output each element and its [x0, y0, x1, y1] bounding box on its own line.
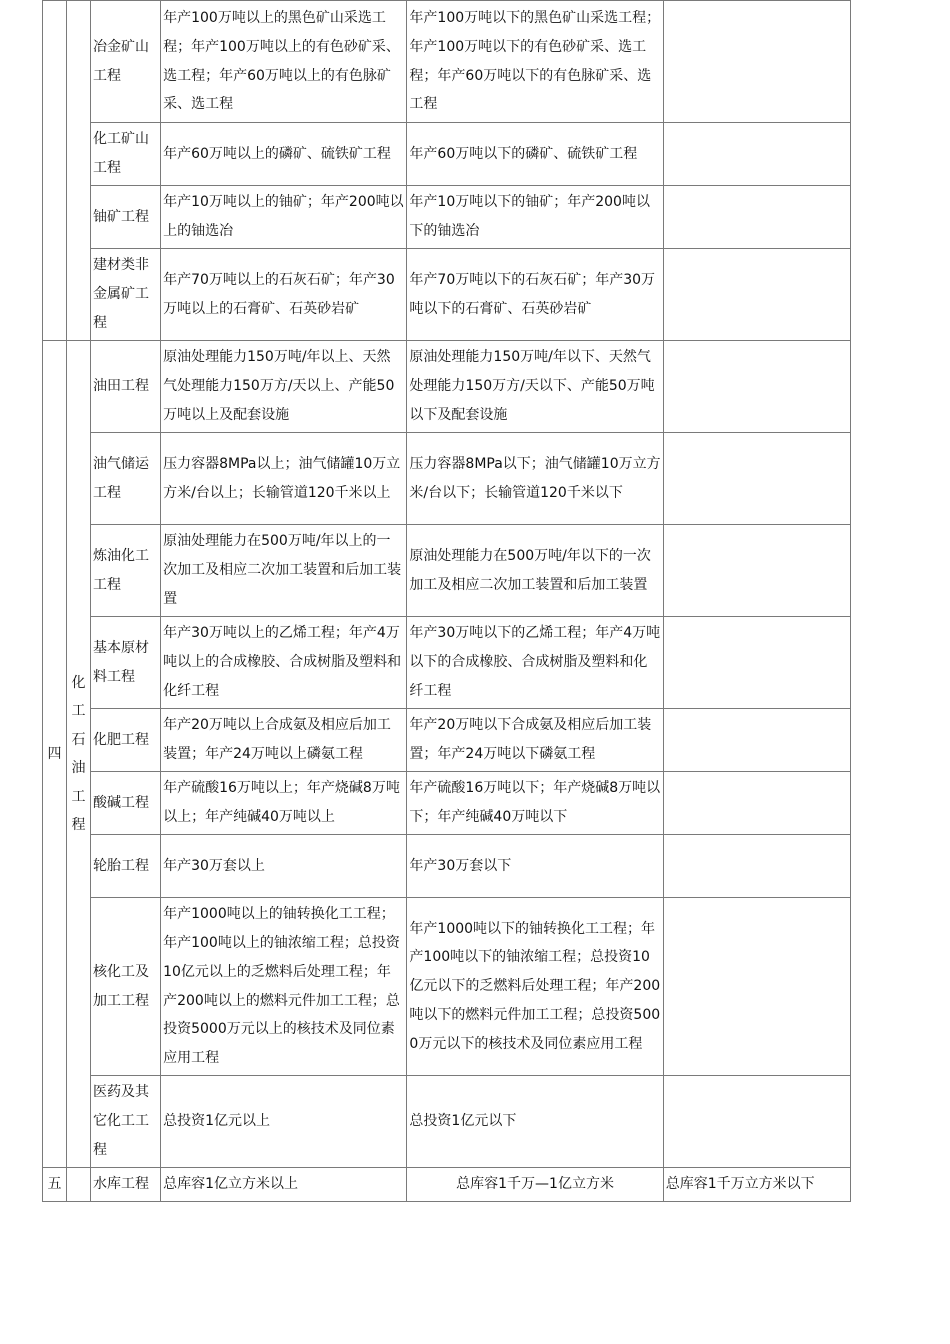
- medium-scale-criteria: 年产60万吨以下的磷矿、硫铁矿工程: [407, 123, 663, 186]
- medium-scale-criteria: 年产70万吨以下的石灰石矿；年产30万吨以下的石膏矿、石英砂岩矿: [407, 249, 663, 341]
- table-row: [43, 1168, 851, 1202]
- small-scale-criteria: [663, 525, 850, 617]
- project-name: 油田工程: [91, 341, 161, 433]
- small-scale-criteria: [663, 898, 850, 1076]
- medium-scale-criteria: 年产30万套以下: [407, 835, 663, 898]
- large-scale-criteria: 年产10万吨以上的铀矿；年产200吨以上的铀选冶: [161, 186, 407, 249]
- small-scale-criteria: [663, 772, 850, 835]
- large-scale-criteria: 总库容1亿立方米以上: [161, 1168, 407, 1202]
- section-number: 五: [43, 1168, 67, 1202]
- small-scale-criteria: [663, 617, 850, 709]
- large-scale-criteria: 年产30万吨以上的乙烯工程；年产4万吨以上的合成橡胶、合成树脂及塑料和化纤工程: [161, 617, 407, 709]
- project-name: 酸碱工程: [91, 772, 161, 835]
- medium-scale-criteria: 年产1000吨以下的铀转换化工工程；年产100吨以下的铀浓缩工程；总投资10亿元以下的乏燃料后处理工程；年产200吨以下的燃料元件加工工程；总投资5000万元以下的核技术及同位素应用工程: [407, 898, 663, 1076]
- large-scale-criteria: 年产1000吨以上的铀转换化工工程；年产100吨以上的铀浓缩工程；总投资10亿元以上的乏燃料后处理工程；年产200吨以上的燃料元件加工工程；总投资5000万元以上的核技术及同位素应用工程: [161, 898, 407, 1076]
- project-name: 化肥工程: [91, 709, 161, 772]
- small-scale-criteria: [663, 433, 850, 525]
- section-number-cell: [43, 1, 67, 341]
- large-scale-criteria: 压力容器8MPa以上；油气储罐10万立方米/台以上；长输管道120千米以上: [161, 433, 407, 525]
- project-name: 轮胎工程: [91, 835, 161, 898]
- medium-scale-criteria: 年产20万吨以下合成氨及相应后加工装置；年产24万吨以下磷氨工程: [407, 709, 663, 772]
- large-scale-criteria: 年产100万吨以上的黑色矿山采选工程；年产100万吨以上的有色砂矿采、选工程；年产60万吨以上的有色脉矿采、选工程: [161, 1, 407, 123]
- small-scale-criteria: [663, 835, 850, 898]
- project-name: 炼油化工工程: [91, 525, 161, 617]
- table-row: [43, 249, 851, 341]
- large-scale-criteria: 原油处理能力在500万吨/年以上的一次加工及相应二次加工装置和后加工装置: [161, 525, 407, 617]
- medium-scale-criteria: 年产10万吨以下的铀矿；年产200吨以下的铀选冶: [407, 186, 663, 249]
- table-row: [43, 186, 851, 249]
- section-number: 四: [43, 341, 67, 1168]
- large-scale-criteria: 年产70万吨以上的石灰石矿；年产30万吨以上的石膏矿、石英砂岩矿: [161, 249, 407, 341]
- medium-scale-criteria: 压力容器8MPa以下；油气储罐10万立方米/台以下；长输管道120千米以下: [407, 433, 663, 525]
- medium-scale-criteria: 原油处理能力在500万吨/年以下的一次加工及相应二次加工装置和后加工装置: [407, 525, 663, 617]
- large-scale-criteria: 年产60万吨以上的磷矿、硫铁矿工程: [161, 123, 407, 186]
- large-scale-criteria: 年产硫酸16万吨以上；年产烧碱8万吨以上；年产纯碱40万吨以上: [161, 772, 407, 835]
- project-name: 冶金矿山工程: [91, 1, 161, 123]
- small-scale-criteria: [663, 341, 850, 433]
- small-scale-criteria: [663, 1076, 850, 1168]
- category-cell: [67, 1, 91, 341]
- medium-scale-criteria: 总库容1千万—1亿立方米: [407, 1168, 663, 1202]
- engineering-scale-table: [42, 0, 851, 1202]
- large-scale-criteria: 年产20万吨以上合成氨及相应后加工装置；年产24万吨以上磷氨工程: [161, 709, 407, 772]
- large-scale-criteria: 原油处理能力150万吨/年以上、天然气处理能力150万方/天以上、产能50万吨以上及配套设施: [161, 341, 407, 433]
- project-name: 核化工及加工工程: [91, 898, 161, 1076]
- table-row: [43, 1076, 851, 1168]
- medium-scale-criteria: 年产硫酸16万吨以下；年产烧碱8万吨以下；年产纯碱40万吨以下: [407, 772, 663, 835]
- project-name: 化工矿山工程: [91, 123, 161, 186]
- project-name: 建材类非金属矿工程: [91, 249, 161, 341]
- medium-scale-criteria: 年产100万吨以下的黑色矿山采选工程；年产100万吨以下的有色砂矿采、选工程；年产60万吨以下的有色脉矿采、选工程: [407, 1, 663, 123]
- small-scale-criteria: [663, 1, 850, 123]
- small-scale-criteria: [663, 123, 850, 186]
- project-name: 医药及其它化工工程: [91, 1076, 161, 1168]
- project-name: 油气储运工程: [91, 433, 161, 525]
- large-scale-criteria: 年产30万套以上: [161, 835, 407, 898]
- small-scale-criteria: 总库容1千万立方米以下: [663, 1168, 850, 1202]
- project-name: 基本原材料工程: [91, 617, 161, 709]
- small-scale-criteria: [663, 709, 850, 772]
- table-row: [43, 835, 851, 898]
- table-row: [43, 433, 851, 525]
- table-row: [43, 525, 851, 617]
- large-scale-criteria: 总投资1亿元以上: [161, 1076, 407, 1168]
- table-row: [43, 341, 851, 433]
- medium-scale-criteria: 原油处理能力150万吨/年以下、天然气处理能力150万方/天以下、产能50万吨以下及配套设施: [407, 341, 663, 433]
- table-row: [43, 617, 851, 709]
- table-row: [43, 898, 851, 1076]
- small-scale-criteria: [663, 249, 850, 341]
- table-row: [43, 1, 851, 123]
- table-row: [43, 123, 851, 186]
- project-name: 水库工程: [91, 1168, 161, 1202]
- small-scale-criteria: [663, 186, 850, 249]
- medium-scale-criteria: 年产30万吨以下的乙烯工程；年产4万吨以下的合成橡胶、合成树脂及塑料和化纤工程: [407, 617, 663, 709]
- project-name: 铀矿工程: [91, 186, 161, 249]
- table-row: [43, 709, 851, 772]
- table-row: [43, 772, 851, 835]
- section-category: [67, 1168, 91, 1202]
- section-category: 化工石油工程: [67, 341, 91, 1168]
- medium-scale-criteria: 总投资1亿元以下: [407, 1076, 663, 1168]
